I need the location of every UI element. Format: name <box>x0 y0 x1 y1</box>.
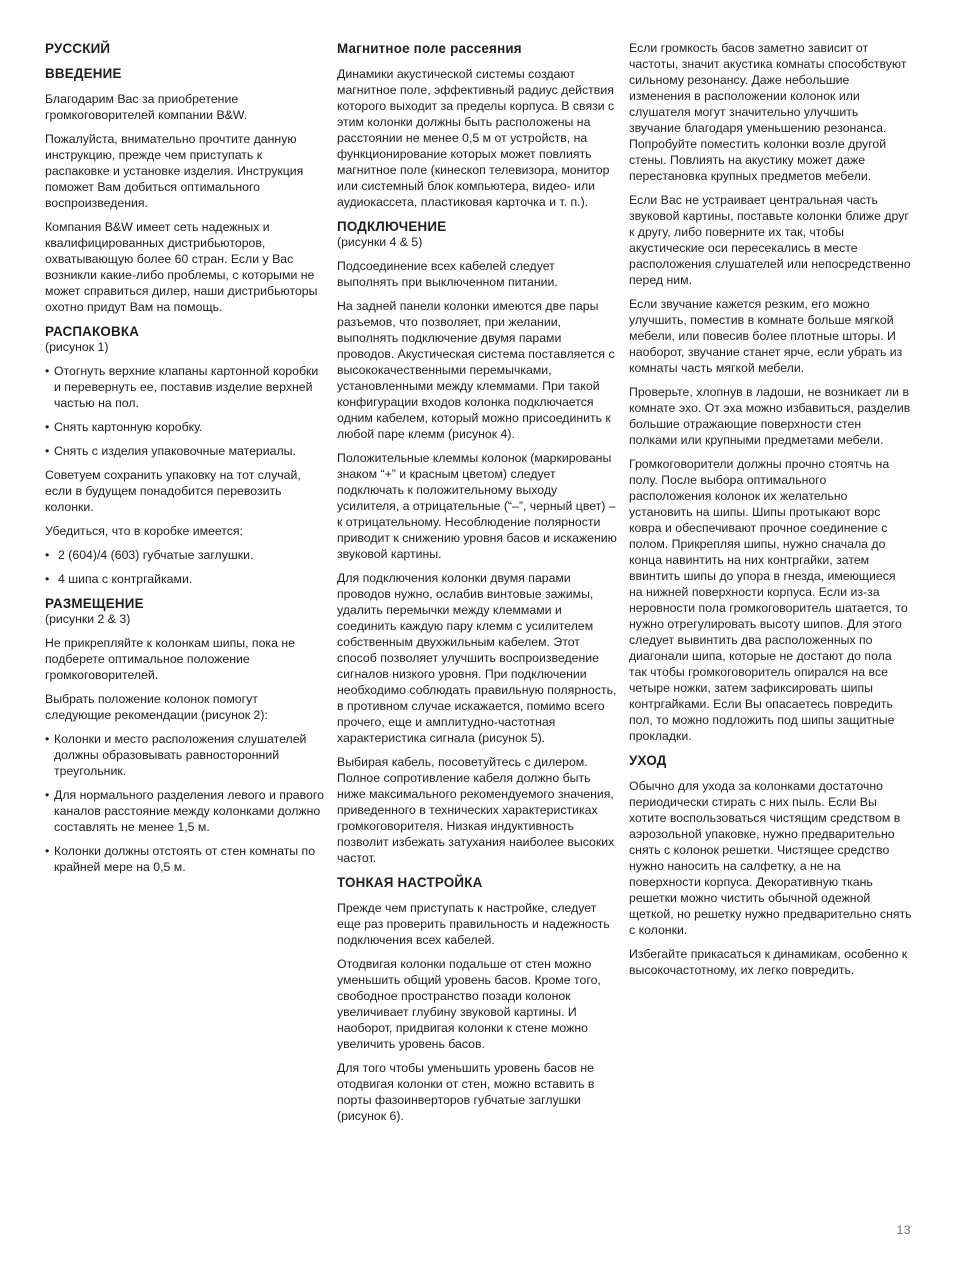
intro-heading: ВВЕДЕНИЕ <box>45 66 122 81</box>
intro-paragraph-3: Компания B&W имеет сеть надежных и квалифицированных дистрибьюторов, охватывающую более 60 стран. Если у Вас возникли какие-либо проблемы, с которыми не может справиться дилер, наши дистрибьюторы охотно придут Вам на помощь. <box>45 220 318 314</box>
list-item: • 2 (604)/4 (603) губчатые заглушки. <box>45 547 327 563</box>
care-heading: УХОД <box>629 753 667 768</box>
column-middle <box>337 40 619 1132</box>
tuning-continued-paragraph-3: Если звучание кажется резким, его можно улучшить, поместив в комнате больше мягкой мебели, или повесив более плотные шторы. И наоборот, звучание станет ярче, если убрать из комнаты часть мягкой мебели. <box>629 297 903 375</box>
fine-tuning-paragraph-2: Отодвигая колонки подальше от стен можно уменьшить общий уровень басов. Кроме того, свободное пространство позади колонок увеличивает глубину звуковой картины. И наоборот, придвигая колонки к стене можно увеличить уровень басов. <box>337 957 601 1051</box>
language-heading: РУССКИЙ <box>45 41 111 56</box>
magnetic-field-paragraph: Динамики акустической системы создают магнитное поле, эффективный радиус действия которого выходит за пределы корпуса. В связи с этим колонки должны быть расположены на расстоянии не менее 0,5 м от устройств, на функционирование которых может повлиять магнитное поле (кинескоп телевизора, монитор или системный блок компьютера, видео- или аудиокассета, пластиковая карточка и т. п.). <box>337 67 615 209</box>
page-number: 13 <box>896 1223 911 1237</box>
tuning-continued-paragraph-4: Проверьте, хлопнув в ладоши, не возникает ли в комнате эхо. От эха можно избавиться, разделив большие отражающие поверхности стен полками или крупными предметами мебели. <box>629 385 911 447</box>
unpacking-steps-list <box>45 363 327 459</box>
box-contents-list <box>45 547 327 587</box>
placement-recommendations-list <box>45 731 327 875</box>
placement-heading: РАЗМЕЩЕНИЕ <box>45 596 144 611</box>
connection-paragraph-5: Выбирая кабель, посоветуйтесь с дилером. Полное сопротивление кабеля должно быть ниже максимального рекомендуемого значения, приведенного в технических характеристиках громкоговорителя. Низкая индуктивность позволит избежать затухания наиболее высоких частот. <box>337 755 615 865</box>
connection-paragraph-2: На задней панели колонки имеются две пары разъемов, что позволяет, при желании, выполнять подключение двумя парами проводов. Акустическая система поставляется с высококачественными перемычками, установленными между клеммами. При такой конфигурации входов колонка подключается одним кабелем, который можно присоединить к любой паре клемм (рисунок 4). <box>337 299 615 441</box>
placement-paragraph-1: Не прикрепляйте к колонкам шипы, пока не подберете оптимальное положение громкоговорителей. <box>45 636 295 682</box>
intro-paragraph-1: Благодарим Вас за приобретение громкоговорителей компании B&W. <box>45 92 248 122</box>
connection-paragraph-4: Для подключения колонки двумя парами проводов нужно, ослабив винтовые зажимы, удалить перемычки между клеммами и соединить каждую пару клемм с усилителем собственным двухжильным кабелем. Этот способ позволяет улучшить воспроизведение сигналов низкого уровня. При подключении необходимо соблюдать правильную полярность, в противном случае искажается, помимо всего прочего, еще и амплитудно-частотная характеристика сигнала (рисунок 5). <box>337 571 617 745</box>
placement-figure-ref: (рисунки 2 & 3) <box>45 612 131 626</box>
unpacking-paragraph-1: Советуем сохранить упаковку на тот случай, если в будущем понадобится перевозить колонки. <box>45 468 301 514</box>
intro-paragraph-2: Пожалуйста, внимательно прочтите данную инструкцию, прежде чем приступать к распаковке и установке изделия. Инструкция поможет Вам добиться оптимального воспроизведения. <box>45 132 304 210</box>
list-item: • 4 шипа с контргайками. <box>45 571 327 587</box>
unpacking-paragraph-2: Убедиться, что в коробке имеется: <box>45 524 244 538</box>
fine-tuning-paragraph-1: Прежде чем приступать к настройке, следует еще раз проверить правильность и надежность подключения всех кабелей. <box>337 901 610 947</box>
connection-heading: ПОДКЛЮЧЕНИЕ <box>337 219 447 234</box>
spikes-paragraph: Громкоговорители должны прочно стоятчь на полу. После выбора оптимального расположения колонок их желательно установить на шипы. Шипы протыкают ворс ковра и обеспечивают прочное соединение с полом. Прикрепляя шипы, нужно сначала до конца навинтить на них контргайки, затем ввинтить шипы до упора в гнезда, имеющиеся на нижней поверхности корпуса. Если из-за неровности пола громкоговоритель шатается, то нужно отрегулировать высоту шипов. Для этого следует вывинтить два расположенных по диагонали шипа, которые не достают до пола так чтобы громкоговоритель опирался на все четыре ножки, затем зафиксировать шипы контргайками. Если Вы опасаетесь повредить пол, то можно подложить под шипы защитные прокладки. <box>629 457 908 743</box>
care-paragraph-2: Избегайте прикасаться к динамикам, особенно к высокочастотному, их легко повредить. <box>629 947 908 977</box>
fine-tuning-heading: ТОНКАЯ НАСТРОЙКА <box>337 875 483 890</box>
connection-paragraph-1: Подсоединение всех кабелей следует выполнять при выключенном питании. <box>337 259 558 289</box>
fine-tuning-paragraph-3: Для того чтобы уменьшить уровень басов не отодвигая колонки от стен, можно вставить в порты фазоинверторов губчатые заглушки (рисунок 6). <box>337 1061 595 1123</box>
list-item: • Для нормального разделения левого и правого каналов расстояние между колонками должно составлять не менее 1,5 м. <box>45 787 327 835</box>
tuning-continued-paragraph-1: Если громкость басов заметно зависит от частоты, значит акустика комнаты способствуют сильному резонансу. Даже небольшие изменения в расположении колонок или слушателя могут значительно улучшить звучание благодаря уменьшению резонанса. Попробуйте поместить колонки возле другой стены. Повлиять на акустику может даже перестановка крупных предметов мебели. <box>629 41 907 183</box>
list-item: • Отогнуть верхние клапаны картонной коробки и перевернуть ее, поставив изделие верхней частью на пол. <box>45 363 327 411</box>
unpacking-heading: РАСПАКОВКА <box>45 324 140 339</box>
care-paragraph-1: Обычно для ухода за колонками достаточно периодически стирать с них пыль. Если Вы хотите воспользоваться чистящим средством в аэрозольной упаковке, нужно предварительно снять с колонок решетки. Чистящее средство нужно наносить на салфетку, а не на поверхности корпуса. Декоративную ткань решетки можно чистить обычной одежной щеткой, но решетку нужно предварительно снять с колонки. <box>629 779 912 937</box>
connection-paragraph-3: Положительные клеммы колонок (маркированы знаком “+” и красным цветом) следует подключать к положительному выходу усилителя, а отрицательные (“–”, черный цвет) – к отрицательному. Несоблюдение полярности приводит к снижению уровня басов и искажению звуковой картины. <box>337 451 617 561</box>
list-item: • Колонки и место расположения слушателей должны образовывать равносторонний треугольник. <box>45 731 327 779</box>
magnetic-field-heading: Магнитное поле рассеяния <box>337 41 522 56</box>
list-item: • Колонки должны отстоять от стен комнаты по крайней мере на 0,5 м. <box>45 843 327 875</box>
column-right <box>629 40 912 986</box>
column-left <box>45 40 327 883</box>
placement-paragraph-2: Выбрать положение колонок помогут следующие рекомендации (рисунок 2): <box>45 692 268 722</box>
list-item: • Снять картонную коробку. <box>45 419 327 435</box>
tuning-continued-paragraph-2: Если Вас не устраивает центральная часть звуковой картины, поставьте колонки ближе друг к другу, либо поверните их так, чтобы акустические оси пересекались в месте расположения слушателей или непосредственно перед ним. <box>629 193 911 287</box>
connection-figure-ref: (рисунки 4 & 5) <box>337 235 423 249</box>
unpacking-figure-ref: (рисунок 1) <box>45 340 109 354</box>
list-item: • Снять с изделия упаковочные материалы. <box>45 443 327 459</box>
